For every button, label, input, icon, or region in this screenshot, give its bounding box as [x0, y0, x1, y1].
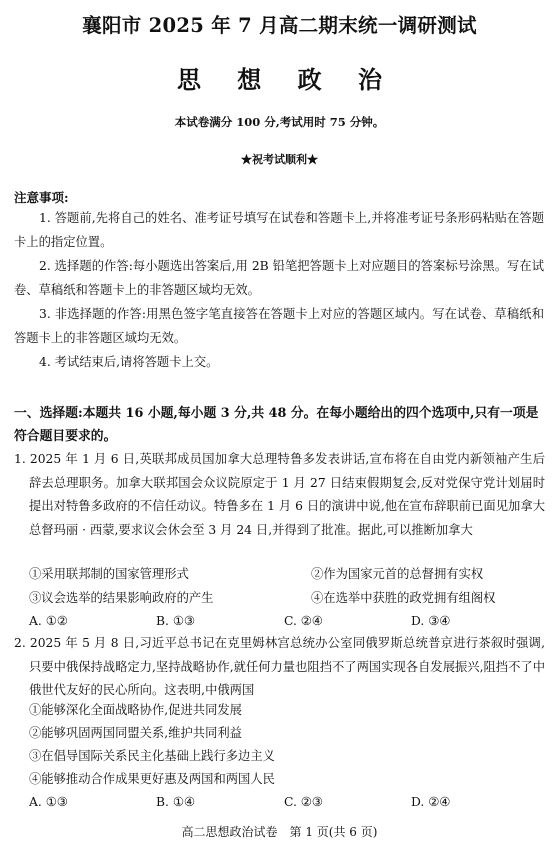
page-footer: 高二思想政治试卷 第 1 页(共 6 页)	[181, 825, 378, 839]
answer-choice: C. ②④	[284, 614, 323, 628]
notice-item: 3. 非选择题的作答:用黑色签字笔直接答在答题卡上对应的答题区域内。写在试卷、草稿纸和答题卡上的非答题区域均无效。	[14, 307, 544, 345]
answer-choice: D. ②④	[411, 795, 451, 809]
answer-choice: D. ③④	[411, 614, 451, 628]
answer-choice: A. ①②	[29, 614, 68, 628]
notice-item: 2. 选择题的作答:每小题选出答案后,用 2B 铅笔把答题卡上对应题目的答案标号涂黑。写在试卷、草稿纸和答题卡上的非答题区域均无效。	[14, 259, 544, 297]
notice-title: 注意事项:	[14, 190, 69, 205]
subject-title: 思 想 政 治	[176, 65, 397, 94]
statement-option: ②能够巩固两国同盟关系,维护共同利益	[29, 726, 242, 740]
section-heading: 一、选择题:本题共 16 小题,每小题 3 分,共 48 分。在每小题给出的四个选项中,只有一项是符合题目要求的。	[14, 406, 539, 444]
answer-choice: A. ①③	[29, 795, 68, 809]
notice-item: 1. 答题前,先将自己的姓名、准考证号填写在试卷和答题卡上,并将准考证号条形码粘贴在答题卡上的指定位置。	[14, 211, 544, 249]
answer-choice: B. ①④	[156, 795, 195, 809]
good-luck-note: ★祝考试顺利★	[241, 153, 318, 166]
statement-option: ③议会选举的结果影响政府的产生	[29, 591, 214, 605]
statement-option: ④在选举中获胜的政党拥有组阁权	[311, 591, 496, 605]
question-stem: 2. 2025 年 5 月 8 日,习近平总书记在克里姆林宫总统办公室同俄罗斯总统普京进行茶叙时强调,只要中俄保持战略定力,坚持战略协作,就任何力量也阻挡不了两国实现各自发展振兴,阻挡不了中俄世代友好的民心所向。这表明,中俄两国	[14, 636, 545, 697]
question-stem: 1. 2025 年 1 月 6 日,英联邦成员国加拿大总理特鲁多发表讲话,宣布将在自由党内新领袖产生后辞去总理职务。加拿大联邦国会众议院原定于 1 月 27 日结束假期复会,反对党保守党计划届时提出对特鲁多政府的不信任动议。特鲁多在 1 月 6 日的演讲中说,他在宣布辞职前已面见加拿大总督玛丽 · 西蒙,要求议会休会至 3 月 24 日,并得到了批准。据此,可以推断加拿大	[14, 452, 545, 537]
statement-option: ①采用联邦制的国家管理形式	[29, 567, 189, 581]
statement-option: ②作为国家元首的总督拥有实权	[311, 567, 484, 581]
statement-option: ④能够推动合作成果更好惠及两国和两国人民	[29, 772, 275, 786]
exam-note: 本试卷满分 100 分,考试用时 75 分钟。	[174, 115, 385, 129]
answer-choice: B. ①③	[156, 614, 195, 628]
statement-option: ③在倡导国际关系民主化基础上践行多边主义	[29, 749, 275, 763]
statement-option: ①能够深化全面战略协作,促进共同发展	[29, 703, 242, 717]
exam-title: 襄阳市 2025 年 7 月高二期末统一调研测试	[82, 14, 477, 37]
notice-item: 4. 考试结束后,请将答题卡上交。	[39, 355, 219, 369]
answer-choice: C. ②③	[284, 795, 323, 809]
